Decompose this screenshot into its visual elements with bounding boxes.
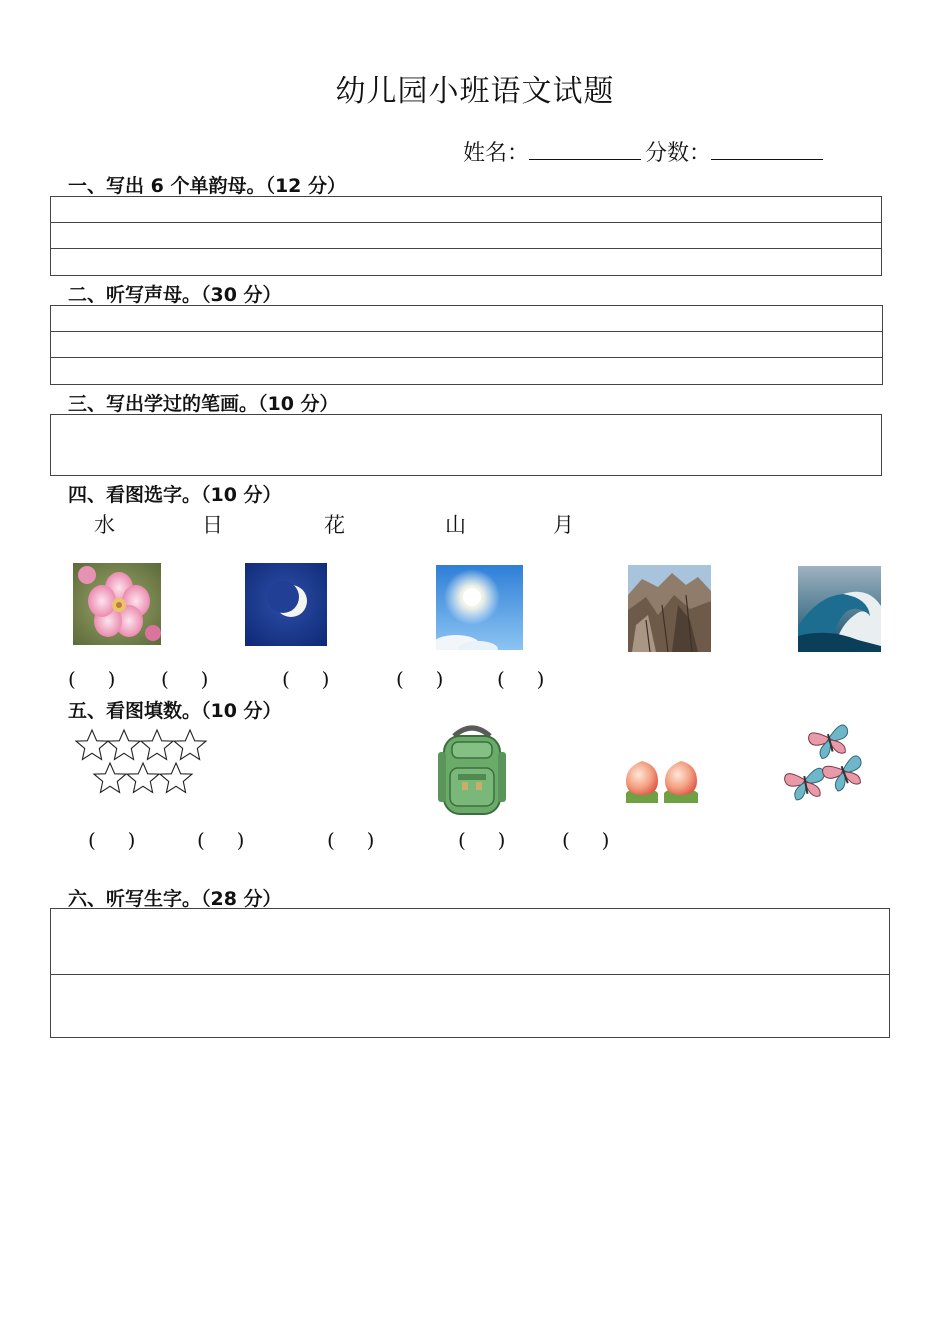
score-label: 分数： [645,141,712,166]
answer-row[interactable] [51,975,889,1037]
answer-paren[interactable]: ( ) [396,667,444,691]
section-1-heading: 一、写出 6 个单韵母。（12 分） [68,175,347,197]
section-4-heading: 四、看图选字。（10 分） [68,484,282,506]
sun-image [436,565,523,650]
char-option: 日 [202,513,223,537]
score-blank[interactable] [711,137,823,160]
answer-paren[interactable]: ( ) [497,667,545,691]
char-option: 水 [94,513,115,537]
answer-paren[interactable]: ( ) [88,828,136,852]
wave-image [798,566,881,652]
section-1-answer-box[interactable] [50,196,882,276]
char-option: 月 [553,513,574,537]
name-label: 姓名： [463,141,530,166]
answer-row[interactable] [51,249,881,275]
char-option: 花 [324,513,345,537]
answer-row[interactable] [51,358,882,384]
section-2-heading: 二、听写声母。（30 分） [68,284,282,306]
butterflies-image [783,718,869,810]
section-6-heading: 六、听写生字。（28 分） [68,888,282,910]
answer-paren[interactable]: ( ) [327,828,375,852]
answer-paren[interactable]: ( ) [161,667,209,691]
answer-paren[interactable]: ( ) [197,828,245,852]
answer-row[interactable] [51,332,882,358]
answer-row[interactable] [51,909,889,975]
section-5-heading: 五、看图填数。（10 分） [68,700,282,722]
section-6-answer-box[interactable] [50,908,890,1038]
peaches-image [624,757,700,803]
student-info [463,136,827,167]
section-2-answer-box[interactable] [50,305,883,385]
page-title: 幼儿园小班语文试题 [335,74,615,109]
answer-paren[interactable]: ( ) [458,828,506,852]
section-3-answer-box[interactable] [50,414,882,476]
stars-image [74,726,208,800]
name-blank[interactable] [529,137,641,160]
answer-paren[interactable]: ( ) [562,828,610,852]
backpack-image [436,722,508,820]
answer-row[interactable] [51,223,881,249]
answer-row[interactable] [51,306,882,332]
moon-image [245,563,327,646]
answer-row[interactable] [51,197,881,223]
mountain-image [628,565,711,652]
answer-paren[interactable]: ( ) [282,667,330,691]
section-3-heading: 三、写出学过的笔画。（10 分） [68,393,339,415]
answer-paren[interactable]: ( ) [68,667,116,691]
flower-image [73,563,161,645]
char-option: 山 [445,513,466,537]
